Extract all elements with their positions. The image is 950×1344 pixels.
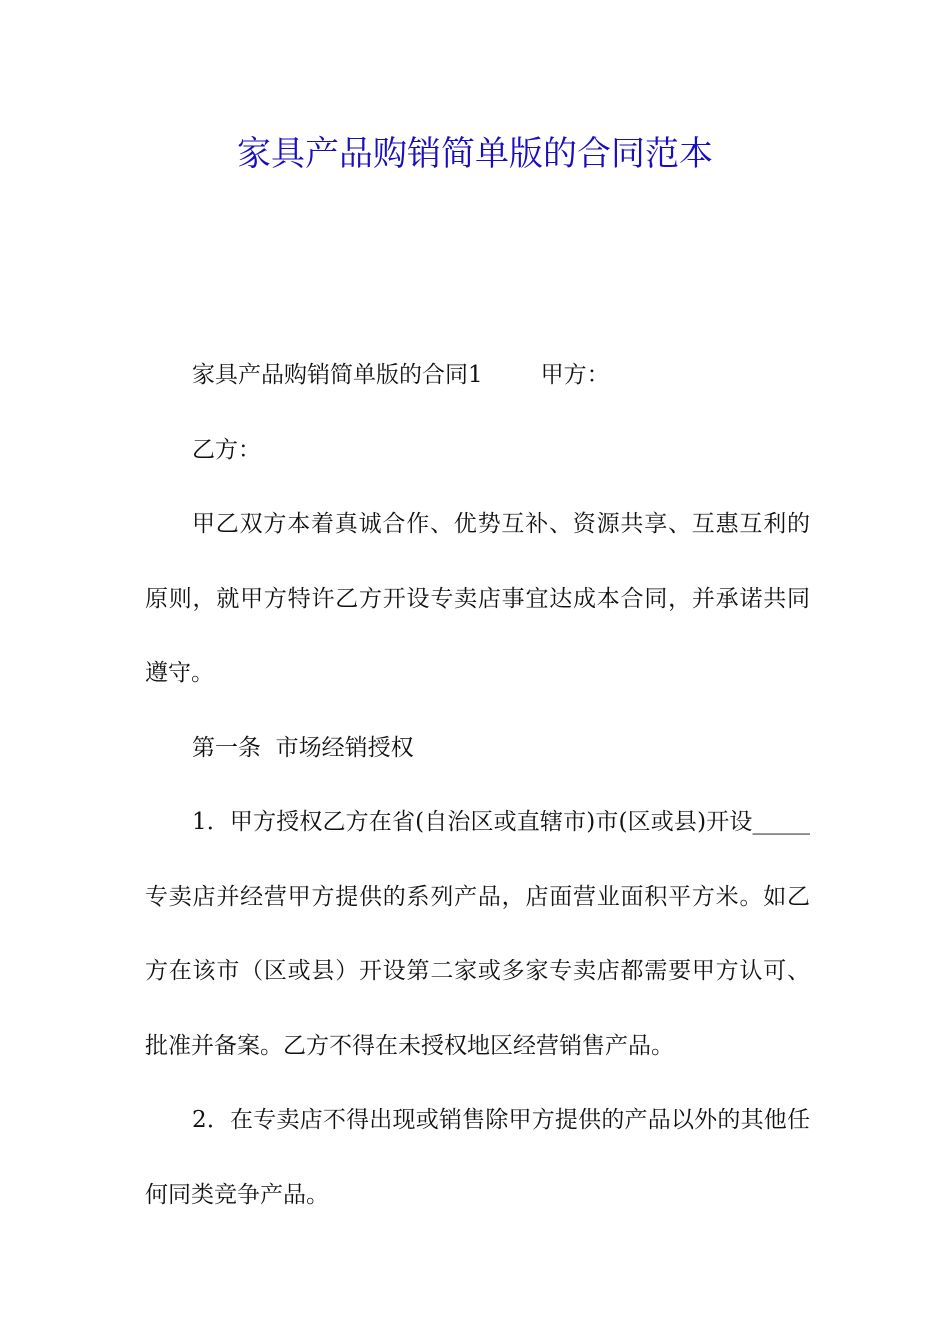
document-body [145, 338, 810, 1232]
article-one-heading: 第一条 市场经销授权 [192, 734, 414, 761]
clause-1-paragraph: 1．甲方授权乙方在省(自治区或直辖市)市(区或县)开设_____专卖店并经营甲方提供的系列产品，店面营业面积平方米。如乙方在该市（区或县）开设第二家或多家专卖店都需要甲方认可、批准并备案。乙方不得在未授权地区经营销售产品。 [145, 809, 810, 1059]
preamble-paragraph: 甲乙双方本着真诚合作、优势互补、资源共享、互惠互利的原则，就甲方特许乙方开设专卖店事宜达成本合同，并承诺共同遵守。 [145, 511, 810, 686]
contract-number-label: 家具产品购销简单版的合同1 [192, 362, 483, 388]
document-title: 家具产品购销简单版的合同范本 [237, 134, 713, 174]
contract-heading-line [145, 338, 810, 413]
party-b-line: 乙方： [192, 436, 261, 463]
party-a-label: 甲方： [540, 362, 610, 388]
clause-2-paragraph: 2．在专卖店不得出现或销售除甲方提供的产品以外的其他任何同类竞争产品。 [145, 1107, 810, 1208]
